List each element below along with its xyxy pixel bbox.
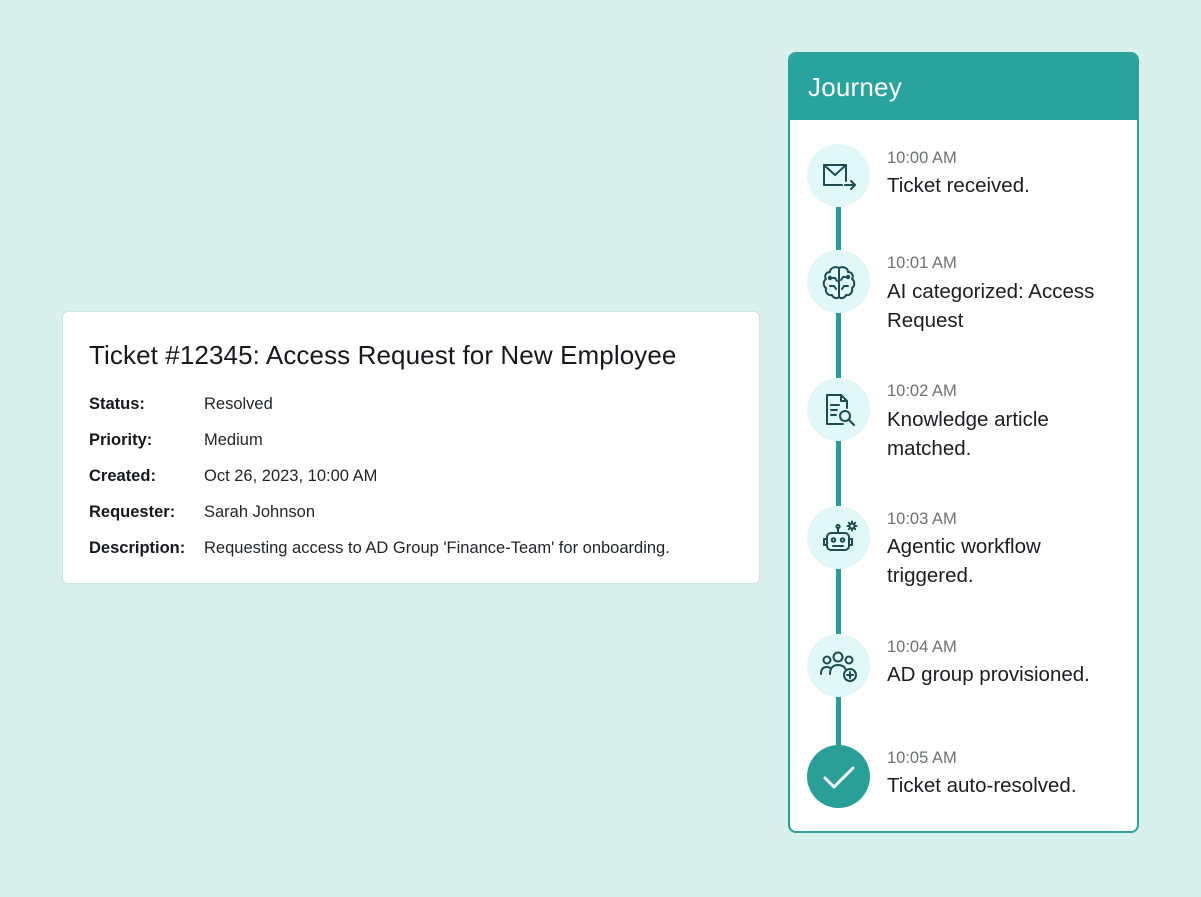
field-row-status xyxy=(89,394,733,430)
requester-value: Sarah Johnson xyxy=(204,503,315,521)
step-time: 10:04 AM xyxy=(887,638,957,656)
journey-header xyxy=(790,54,1137,120)
brain-circuit-icon xyxy=(807,250,870,313)
user-group-add-icon xyxy=(807,634,870,697)
step-time: 10:00 AM xyxy=(887,149,957,167)
field-label: Created: xyxy=(89,467,156,485)
document-search-icon xyxy=(807,378,870,441)
ticket-fields xyxy=(89,394,733,574)
field-row-description xyxy=(89,538,733,574)
priority-value: Medium xyxy=(204,431,263,449)
step-text: AD group provisioned. xyxy=(887,663,1090,686)
step-text: Knowledge article matched. xyxy=(887,408,1049,460)
field-label: Status: xyxy=(89,395,145,413)
step-text: Agentic workflow triggered. xyxy=(887,535,1041,587)
journey-title: Journey xyxy=(808,71,902,102)
envelope-forward-icon xyxy=(807,144,870,207)
step-time: 10:05 AM xyxy=(887,749,957,767)
field-label: Priority: xyxy=(89,431,153,449)
status-value: Resolved xyxy=(204,395,273,413)
field-row-created xyxy=(89,466,733,502)
created-value: Oct 26, 2023, 10:00 AM xyxy=(204,467,378,485)
field-row-priority xyxy=(89,430,733,466)
field-label: Description: xyxy=(89,539,186,557)
ticket-title: Ticket #12345: Access Request for New Employee xyxy=(89,340,677,370)
step-text: Ticket received. xyxy=(887,174,1030,197)
field-label: Requester: xyxy=(89,503,176,521)
field-row-requester xyxy=(89,502,733,538)
step-text: Ticket auto-resolved. xyxy=(887,774,1077,797)
step-time: 10:01 AM xyxy=(887,254,957,272)
ticket-card xyxy=(62,311,760,584)
journey-panel xyxy=(788,52,1139,833)
step-time: 10:03 AM xyxy=(887,510,957,528)
robot-gear-icon xyxy=(807,506,870,569)
description-value: Requesting access to AD Group 'Finance-Team' for onboarding. xyxy=(204,539,670,557)
step-time: 10:02 AM xyxy=(887,382,957,400)
step-text: AI categorized: Access Request xyxy=(887,280,1095,332)
checkmark-icon xyxy=(807,745,870,808)
